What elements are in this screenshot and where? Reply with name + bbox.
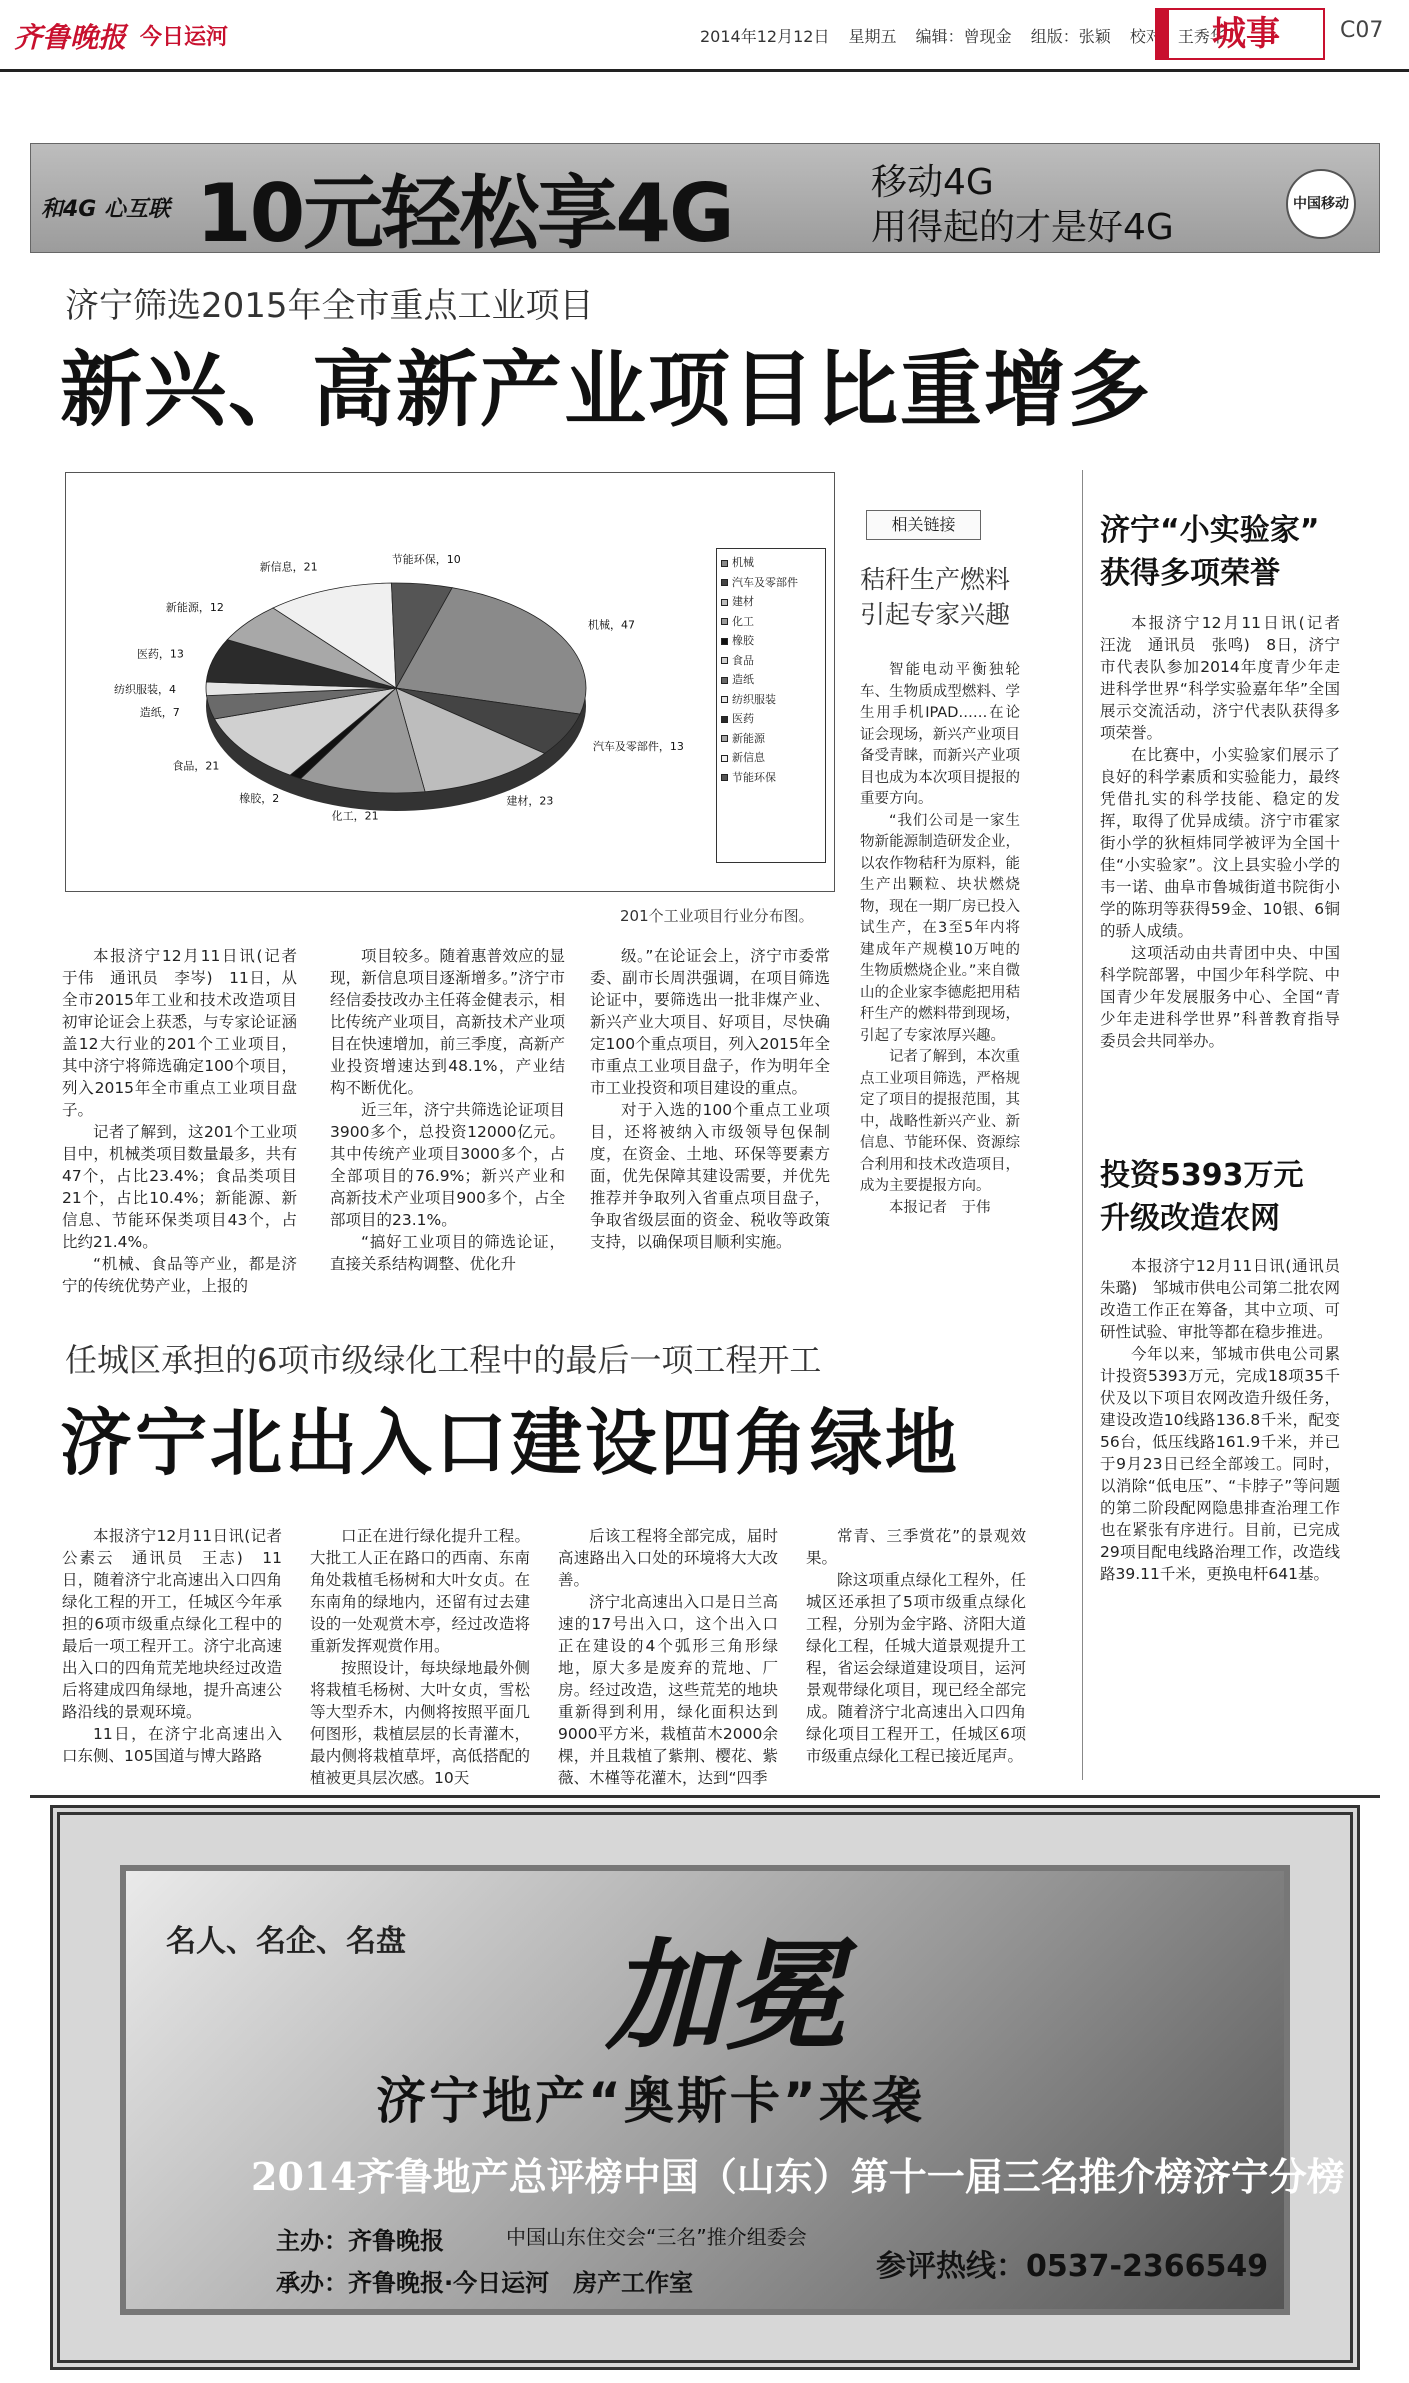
right1-title-2: 获得多项荣誉 (1100, 556, 1280, 591)
story1-col2 (330, 945, 565, 1275)
legend-label: 汽车及零部件 (732, 575, 798, 589)
legend-item (721, 631, 821, 651)
story1-headline: 新兴、高新产业项目比重增多 (60, 343, 1153, 438)
ad-rank-line: 2014齐鲁地产总评榜中国（山东）第十一届三名推介榜济宁分榜 (251, 2154, 1345, 2199)
story2-col2 (310, 1525, 530, 1789)
ad-co-organizer: 承办：齐鲁晚报·今日运河 房产工作室 (276, 2269, 694, 2297)
story2-kicker: 任城区承担的6项市级绿化工程中的最后一项工程开工 (65, 1341, 822, 1379)
legend-label: 纺织服装 (732, 692, 776, 706)
story1-col3 (590, 945, 830, 1253)
paragraph: 在比赛中，小实验家们展示了良好的科学素质和实验能力，最终凭借扎实的科学技能、稳定的发挥，取得了优异成绩。济宁市霍家街小学的狄桓炜同学被评为全国十佳“小实验家”。汶上县实验小学的韦一诺、曲阜市鲁城街道书院街小学的陈玥等获得59金、10银、6铜的骄人成绩。 (1100, 746, 1340, 940)
related-body (860, 660, 1020, 1219)
paragraph: 今年以来，邹城市供电公司累计投资5393万元，完成18项35千伏及以下项目农网改造升级任务，建设改造10线路136.8千米，配变56台，低压线路161.9千米，并已于9月23日已经全部竣工。同时，以消除“低电压”、“卡脖子”等问题的第二阶段配网隐患排查治理工作也在紧张有序进行。目前，已完成29项目配电线路治理工作，改造线路39.11千米，更换电杆641基。 (1100, 1345, 1340, 1583)
story1-kicker: 济宁筛选2015年全市重点工业项目 (65, 286, 594, 326)
legend-label: 化工 (732, 614, 754, 628)
china-mobile-logo: 中国移动 (1286, 169, 1356, 239)
pie-label-1: 汽车及零部件，13 (592, 739, 684, 753)
legend-item (721, 573, 821, 593)
real-estate-award-ad (50, 1805, 1360, 2370)
pie-label-11: 节能环保，10 (391, 553, 461, 567)
legend-swatch (721, 638, 728, 645)
legend-item (721, 768, 821, 788)
legend-swatch (721, 657, 728, 664)
legend-item (721, 729, 821, 749)
paragraph: “我们公司是一家生物新能源制造研发企业，以农作物秸秆为原料，能生产出颗粒、块状燃烧物，现在一期厂房已投入试生产，在3至5年内将建成年产规模10万吨的生物质燃烧企业。”来自微山的企业家李德彪把用秸秆生产的燃料带到现场，引起了专家浓厚兴趣。 (860, 812, 1020, 1044)
story2-col4 (806, 1525, 1026, 1767)
ad-inner-panel (120, 1865, 1345, 2315)
legend-swatch (721, 774, 728, 781)
ad-tags: 名人、名企、名盘 (166, 1924, 406, 1959)
story2-col3 (558, 1525, 778, 1789)
legend-item (721, 553, 821, 573)
paragraph: 口正在进行绿化提升工程。大批工人正在路口的西南、东南角处栽植毛杨树和大叶女贞。在东南角的绿地内，还留有过去建设的一处观赏木亭，经过改造将重新发挥观赏作用。 (310, 1527, 530, 1655)
legend-swatch (721, 677, 728, 684)
paragraph: 按照设计，每块绿地最外侧将栽植毛杨树、大叶女贞，雪松等大型乔木，内侧将按照平面几何图形，栽植层层的长青灌木，最内侧将栽植草坪，高低搭配的植被更具层次感。10天 (310, 1659, 530, 1787)
paragraph: 本报济宁12月11日讯(记者 于伟 通讯员 李岑) 11日，从全市2015年工业和技术改造项目初审论证会上获悉，与专家论证涵盖12大行业的201个工业项目，其中济宁将筛选确定100个项目，列入2015年全市重点工业项目盘子。 (62, 947, 313, 1119)
paper-logo: 齐鲁晚报 (14, 21, 127, 54)
legend-label: 新能源 (732, 731, 765, 745)
layout-credit: 组版：张颖 (1030, 27, 1111, 46)
legend-swatch (721, 755, 728, 762)
pie-label-7: 纺织服装，4 (114, 682, 177, 696)
legend-item (721, 670, 821, 690)
section-divider (30, 1795, 1380, 1798)
paragraph: 记者了解到，这201个工业项目中，机械类项目数量最多，共有47个，占比23.4%；食品类项目21个，占比10.4%；新能源、新信息、节能环保类项目43个，占比约21.4%。 (62, 1123, 297, 1251)
paragraph: 11日，在济宁北高速出入口东侧、105国道与博大路路 (62, 1725, 282, 1765)
ad-host: 主办：齐鲁晚报 (276, 2227, 444, 2255)
page-number: C07 (1340, 18, 1384, 43)
ad-host-b: 中国山东住交会“三名”推介组委会 (506, 2225, 807, 2249)
ad-hotline: 参评热线：0537-2366549 (876, 2249, 1269, 2284)
right2-body (1100, 1255, 1356, 1585)
byline: 本报记者 于伟 (889, 1199, 991, 1216)
legend-label: 建材 (732, 595, 754, 608)
industry-pie-chart (65, 472, 835, 892)
right2-title-2: 升级改造农网 (1100, 1201, 1280, 1236)
chart-legend (716, 548, 826, 863)
pie-label-9: 新能源，12 (165, 601, 224, 615)
paragraph: 近三年，济宁共筛选论证项目3900多个，总投资12000亿元。其中传统产业项目3000多个，占全部项目的76.9%；新兴产业和高新技术产业项目900多个，占全部项目的23.1%。 (330, 1101, 565, 1229)
chart-caption: 201个工业项目行业分布图。 (620, 907, 814, 925)
legend-item (721, 612, 821, 632)
edition-name: 今日运河 (140, 25, 229, 50)
mobile-4g-ad (30, 143, 1380, 260)
paragraph: 智能电动平衡独轮车、生物质成型燃料、学生用手机IPAD……在论证会现场，新兴产业项目备受青睐，而新兴产业项目也成为本次项目提报的重要方向。 (860, 662, 1020, 807)
page-header (0, 0, 1409, 72)
pie-label-5: 食品，21 (172, 759, 220, 773)
paragraph: 本报济宁12月11日讯(记者 汪泷 通讯员 张鸣) 8日，济宁市代表队参加2014年度青少年走进科学世界“科学实验嘉年华”全国展示交流活动，济宁代表队获得多项荣誉。 (1100, 614, 1356, 742)
section-title: 城事 (1155, 8, 1325, 60)
legend-swatch (721, 618, 728, 625)
pie-label-4: 橡胶，2 (239, 792, 280, 806)
pie-label-10: 新信息，21 (259, 560, 318, 574)
ad-oscar-line: 济宁地产“奥斯卡”来袭 (376, 2072, 925, 2130)
column-separator (1082, 470, 1083, 1780)
ad-line-1: 移动4G (871, 162, 994, 203)
right2-title-1: 投资5393万元 (1100, 1158, 1304, 1193)
paragraph: 本报济宁12月11日讯(通讯员 朱璐) 邹城市供电公司第二批农网改造工作正在筹备，其中立项、可研性试验、审批等都在稳步推进。 (1100, 1257, 1356, 1341)
paragraph: 济宁北高速出入口是日兰高速的17号出入口，这个出入口正在建设的4个弧形三角形绿地，原大多是废弃的荒地、厂房。经过改造，这些荒芜的地块重新得到利用，绿化面积达到9000平方米，栽植苗木2000余棵，并且栽植了紫荆、樱花、紫薇、木槿等花灌木，达到“四季 (558, 1593, 778, 1787)
pie-label-8: 医药，13 (136, 647, 184, 661)
editor-credit: 编辑：曾现金 (915, 27, 1012, 46)
ad-headline: 10元轻松享4G (196, 167, 733, 260)
pie-label-2: 建材，23 (506, 794, 554, 808)
ad-slogan: 和4G 心互联 (41, 197, 171, 222)
legend-label: 新信息 (732, 751, 765, 764)
right1-body (1100, 612, 1356, 1052)
pie-label-0: 机械，47 (588, 618, 636, 632)
paragraph: 记者了解到，本次重点工业项目筛选，严格规定了项目的提报范围，其中，战略性新兴产业、新信息、节能环保、资源综合利用和技术改造项目，成为主要提报方向。 (860, 1049, 1020, 1194)
legend-swatch (721, 696, 728, 703)
paragraph: 本报济宁12月11日讯(记者 公素云 通讯员 王志) 11日，随着济宁北高速出入口四角绿化工程的开工，任城区今年承担的6项市级重点绿化工程中的最后一项工程开工。济宁北高速出入口的四角荒芜地块经过改造后将建成四角绿地，提升高速公路沿线的景观环境。 (62, 1527, 298, 1721)
legend-label: 橡胶 (732, 634, 754, 647)
pie-label-6: 造纸，7 (139, 706, 180, 720)
pie-label-3: 化工，21 (331, 809, 379, 823)
right1-title-1: 济宁“小实验家” (1100, 513, 1320, 548)
related-link-tag: 相关链接 (866, 510, 981, 540)
legend-swatch (721, 599, 728, 606)
legend-label: 造纸 (732, 673, 754, 686)
legend-item (721, 651, 821, 671)
legend-label: 机械 (732, 556, 754, 569)
paragraph: 除这项重点绿化工程外，任城区还承担了5项市级重点绿化工程，分别为金宇路、济阳大道绿化工程，任城大道景观提升工程，省运会绿道建设项目，运河景观带绿化项目，现已经全部完成。随着济宁北高速出入口四角绿化项目工程开工，任城区6项市级重点绿化工程已接近尾声。 (806, 1571, 1026, 1765)
story2-col1 (62, 1525, 298, 1767)
paragraph: “机械、食品等产业，都是济宁的传统优势产业，上报的 (62, 1255, 297, 1295)
issue-weekday: 星期五 (848, 27, 897, 46)
paragraph: 对于入选的100个重点工业项目，还将被纳入市级领导包保制度，在资金、土地、环保等要素方面，优先保障其建设需要，并优先推荐并争取列入省重点项目盘子，争取省级层面的资金、税收等政策支持，以确保项目顺利实施。 (590, 1101, 830, 1251)
legend-swatch (721, 735, 728, 742)
paragraph: “搞好工业项目的筛选论证，直接关系结构调整、优化升 (330, 1233, 565, 1273)
legend-item (721, 748, 821, 768)
ad-main-title: 加冕 (606, 1926, 846, 2067)
legend-swatch (721, 716, 728, 723)
paragraph: 常青、三季赏花”的景观效果。 (806, 1527, 1026, 1567)
ad-line-2: 用得起的才是好4G (871, 207, 1174, 248)
related-title-1: 秸秆生产燃料 (860, 565, 1011, 594)
story1-col1 (62, 945, 313, 1297)
paragraph: 后该工程将全部完成，届时高速路出入口处的环境将大大改善。 (558, 1527, 778, 1589)
legend-item (721, 690, 821, 710)
paragraph: 这项活动由共青团中央、中国科学院部署，中国少年科学院、中国青少年发展服务中心、全国“青少年走进科学世界”科普教育指导委员会共同举办。 (1100, 944, 1340, 1050)
legend-label: 医药 (732, 712, 754, 725)
related-title-2: 引起专家兴趣 (860, 600, 1011, 629)
paragraph: 项目较多。随着惠普效应的显现，新信息项目逐渐增多。”济宁市经信委技改办主任蒋金健表示，相比传统产业项目，高新技术产业项目在快速增加，前三季度，高新产业投资增速达到48.1%，产业结构不断优化。 (330, 947, 565, 1097)
legend-label: 食品 (732, 653, 754, 667)
legend-item (721, 592, 821, 612)
story2-headline: 济宁北出入口建设四角绿地 (60, 1401, 961, 1485)
pie-svg (66, 473, 716, 893)
legend-item (721, 709, 821, 729)
legend-swatch (721, 579, 728, 586)
legend-swatch (721, 560, 728, 567)
paragraph: 级。”在论证会上，济宁市委常委、副市长周洪强调，在项目筛选论证中，要筛选出一批非煤产业、新兴产业大项目、好项目，尽快确定100个重点项目，列入2015年全市重点工业项目盘子，作为明年全市工业投资和项目建设的重点。 (590, 947, 830, 1097)
proof-credit: 校对：王秀华 (1129, 27, 1226, 46)
legend-label: 节能环保 (732, 770, 776, 784)
issue-date: 2014年12月12日 (700, 27, 830, 46)
